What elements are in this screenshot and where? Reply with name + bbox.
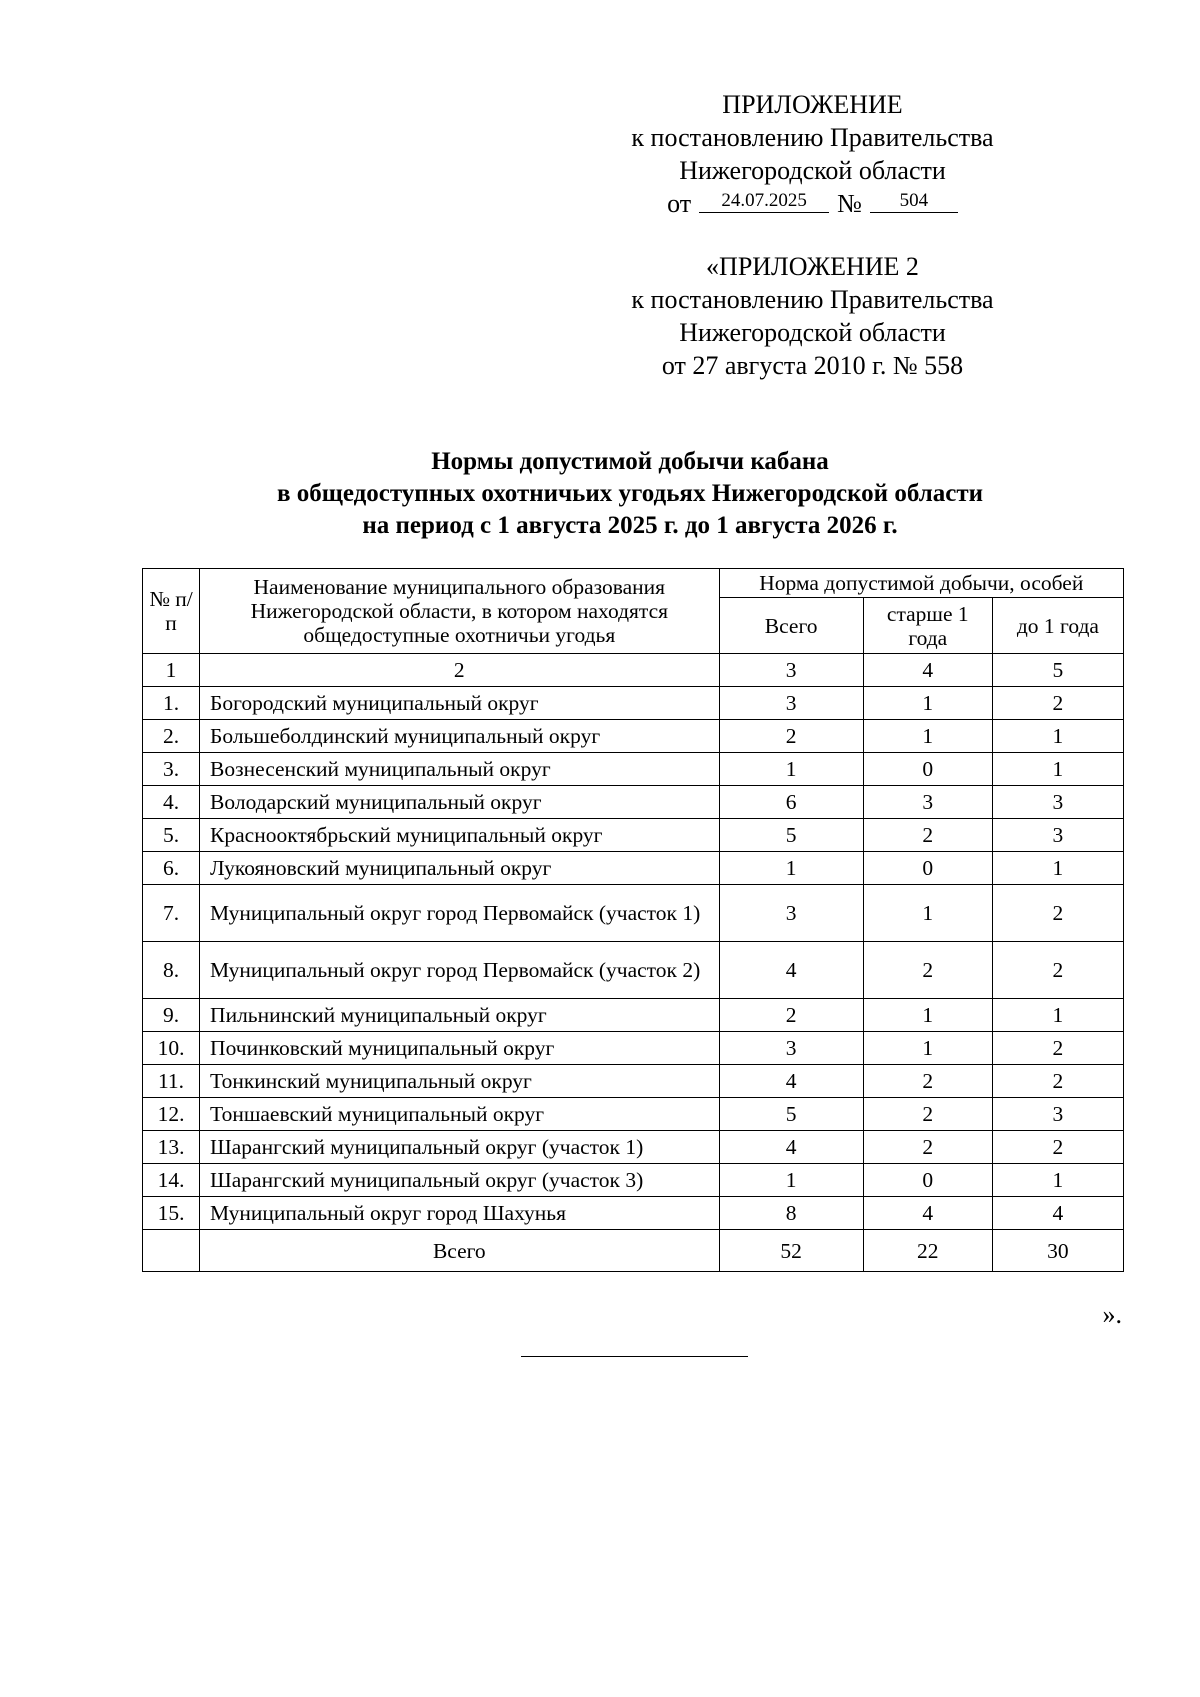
younger-value: 1 <box>992 852 1123 885</box>
older-value: 1 <box>863 687 992 720</box>
municipality-name: Тонкинский муниципальный округ <box>200 1065 720 1098</box>
row-number: 12. <box>143 1098 200 1131</box>
row-number: 2. <box>143 720 200 753</box>
row-number: 8. <box>143 942 200 999</box>
row-number: 15. <box>143 1197 200 1230</box>
total-value: 4 <box>719 1065 863 1098</box>
total-value: 1 <box>719 1164 863 1197</box>
table-row <box>143 687 1124 720</box>
municipality-name: Володарский муниципальный округ <box>200 786 720 819</box>
appendix2-line-3: от 27 августа 2010 г. № 558 <box>661 351 964 380</box>
totals-empty-cell <box>143 1230 200 1272</box>
totals-total: 52 <box>719 1230 863 1272</box>
date-field: 24.07.2025 <box>699 190 829 213</box>
total-value: 2 <box>719 720 863 753</box>
younger-value: 2 <box>992 1131 1123 1164</box>
number-sign: № <box>837 189 862 218</box>
document-title <box>140 446 1120 542</box>
document-title-line-1: Нормы допустимой добычи кабана <box>431 448 829 475</box>
municipality-name: Муниципальный округ город Шахунья <box>200 1197 720 1230</box>
table-row <box>143 1098 1124 1131</box>
municipality-name: Краснооктябрьский муниципальный округ <box>200 819 720 852</box>
header-total: Всего <box>719 598 863 654</box>
table-row <box>143 720 1124 753</box>
younger-value: 1 <box>992 720 1123 753</box>
older-value: 3 <box>863 786 992 819</box>
municipality-name: Шарангский муниципальный округ (участок 1) <box>200 1131 720 1164</box>
older-value: 0 <box>863 753 992 786</box>
appendix-header <box>540 88 1085 220</box>
municipality-name: Вознесенский муниципальный округ <box>200 753 720 786</box>
table-row <box>143 1131 1124 1164</box>
appendix2-title: «ПРИЛОЖЕНИЕ 2 <box>706 252 919 281</box>
older-value: 0 <box>863 852 992 885</box>
appendix-line-1: к постановлению Правительства <box>631 123 994 152</box>
younger-value: 2 <box>992 687 1123 720</box>
column-number-row <box>143 654 1124 687</box>
table-row <box>143 1032 1124 1065</box>
row-number: 3. <box>143 753 200 786</box>
row-number: 11. <box>143 1065 200 1098</box>
municipality-name: Шарангский муниципальный округ (участок 3) <box>200 1164 720 1197</box>
column-number: 5 <box>992 654 1123 687</box>
norms-table <box>142 568 1124 1272</box>
appendix2-header <box>540 250 1085 382</box>
older-value: 1 <box>863 720 992 753</box>
table-row <box>143 1197 1124 1230</box>
total-value: 4 <box>719 942 863 999</box>
older-value: 2 <box>863 1098 992 1131</box>
totals-row <box>143 1230 1124 1272</box>
older-value: 2 <box>863 942 992 999</box>
municipality-name: Муниципальный округ город Первомайск (участок 1) <box>200 885 720 942</box>
row-number: 1. <box>143 687 200 720</box>
total-value: 3 <box>719 885 863 942</box>
older-value: 1 <box>863 885 992 942</box>
row-number: 9. <box>143 999 200 1032</box>
table-row <box>143 753 1124 786</box>
table-header-row <box>143 569 1124 598</box>
total-value: 4 <box>719 1131 863 1164</box>
municipality-name: Муниципальный округ город Первомайск (участок 2) <box>200 942 720 999</box>
municipality-name: Богородский муниципальный округ <box>200 687 720 720</box>
younger-value: 2 <box>992 942 1123 999</box>
younger-value: 3 <box>992 1098 1123 1131</box>
older-value: 2 <box>863 819 992 852</box>
younger-value: 1 <box>992 1164 1123 1197</box>
total-value: 5 <box>719 819 863 852</box>
row-number: 4. <box>143 786 200 819</box>
older-value: 1 <box>863 999 992 1032</box>
total-value: 8 <box>719 1197 863 1230</box>
table-row <box>143 852 1124 885</box>
end-divider <box>521 1356 748 1357</box>
younger-value: 4 <box>992 1197 1123 1230</box>
column-number: 1 <box>143 654 200 687</box>
total-value: 3 <box>719 1032 863 1065</box>
table-row <box>143 1164 1124 1197</box>
total-value: 1 <box>719 852 863 885</box>
younger-value: 2 <box>992 1032 1123 1065</box>
table-row <box>143 819 1124 852</box>
header-older: старше 1 года <box>863 598 992 654</box>
totals-older: 22 <box>863 1230 992 1272</box>
younger-value: 2 <box>992 885 1123 942</box>
municipality-name: Большеболдинский муниципальный округ <box>200 720 720 753</box>
younger-value: 1 <box>992 999 1123 1032</box>
closing-quote: ». <box>1102 1300 1122 1329</box>
appendix-date-line <box>540 187 1085 220</box>
appendix2-line-1: к постановлению Правительства <box>631 285 994 314</box>
date-prefix: от <box>667 189 692 218</box>
younger-value: 3 <box>992 786 1123 819</box>
table-row <box>143 786 1124 819</box>
older-value: 2 <box>863 1131 992 1164</box>
column-number: 3 <box>719 654 863 687</box>
total-value: 3 <box>719 687 863 720</box>
column-number: 4 <box>863 654 992 687</box>
older-value: 2 <box>863 1065 992 1098</box>
municipality-name: Тоншаевский муниципальный округ <box>200 1098 720 1131</box>
header-younger: до 1 года <box>992 598 1123 654</box>
header-num: № п/п <box>143 569 200 654</box>
row-number: 13. <box>143 1131 200 1164</box>
total-value: 6 <box>719 786 863 819</box>
document-title-line-3: на период с 1 августа 2025 г. до 1 августа 2026 г. <box>362 512 898 539</box>
total-value: 5 <box>719 1098 863 1131</box>
older-value: 0 <box>863 1164 992 1197</box>
number-field: 504 <box>870 190 958 213</box>
document-title-line-2: в общедоступных охотничьих угодьях Нижегородской области <box>276 480 984 507</box>
column-number: 2 <box>200 654 720 687</box>
row-number: 14. <box>143 1164 200 1197</box>
appendix-line-2: Нижегородской области <box>679 156 946 185</box>
row-number: 6. <box>143 852 200 885</box>
header-norm: Норма допустимой добычи, особей <box>719 569 1123 598</box>
municipality-name: Лукояновский муниципальный округ <box>200 852 720 885</box>
totals-younger: 30 <box>992 1230 1123 1272</box>
total-value: 1 <box>719 753 863 786</box>
totals-label: Всего <box>200 1230 720 1272</box>
table-row <box>143 1065 1124 1098</box>
younger-value: 1 <box>992 753 1123 786</box>
row-number: 10. <box>143 1032 200 1065</box>
table-row <box>143 885 1124 942</box>
younger-value: 3 <box>992 819 1123 852</box>
appendix-title: ПРИЛОЖЕНИЕ <box>722 90 903 119</box>
header-name: Наименование муниципального образования Нижегородской области, в котором находятся общедоступные охотничьи угодья <box>200 569 720 654</box>
table-row <box>143 999 1124 1032</box>
younger-value: 2 <box>992 1065 1123 1098</box>
municipality-name: Починковский муниципальный округ <box>200 1032 720 1065</box>
older-value: 4 <box>863 1197 992 1230</box>
older-value: 1 <box>863 1032 992 1065</box>
total-value: 2 <box>719 999 863 1032</box>
municipality-name: Пильнинский муниципальный округ <box>200 999 720 1032</box>
appendix2-line-2: Нижегородской области <box>679 318 946 347</box>
table-row <box>143 942 1124 999</box>
row-number: 5. <box>143 819 200 852</box>
row-number: 7. <box>143 885 200 942</box>
